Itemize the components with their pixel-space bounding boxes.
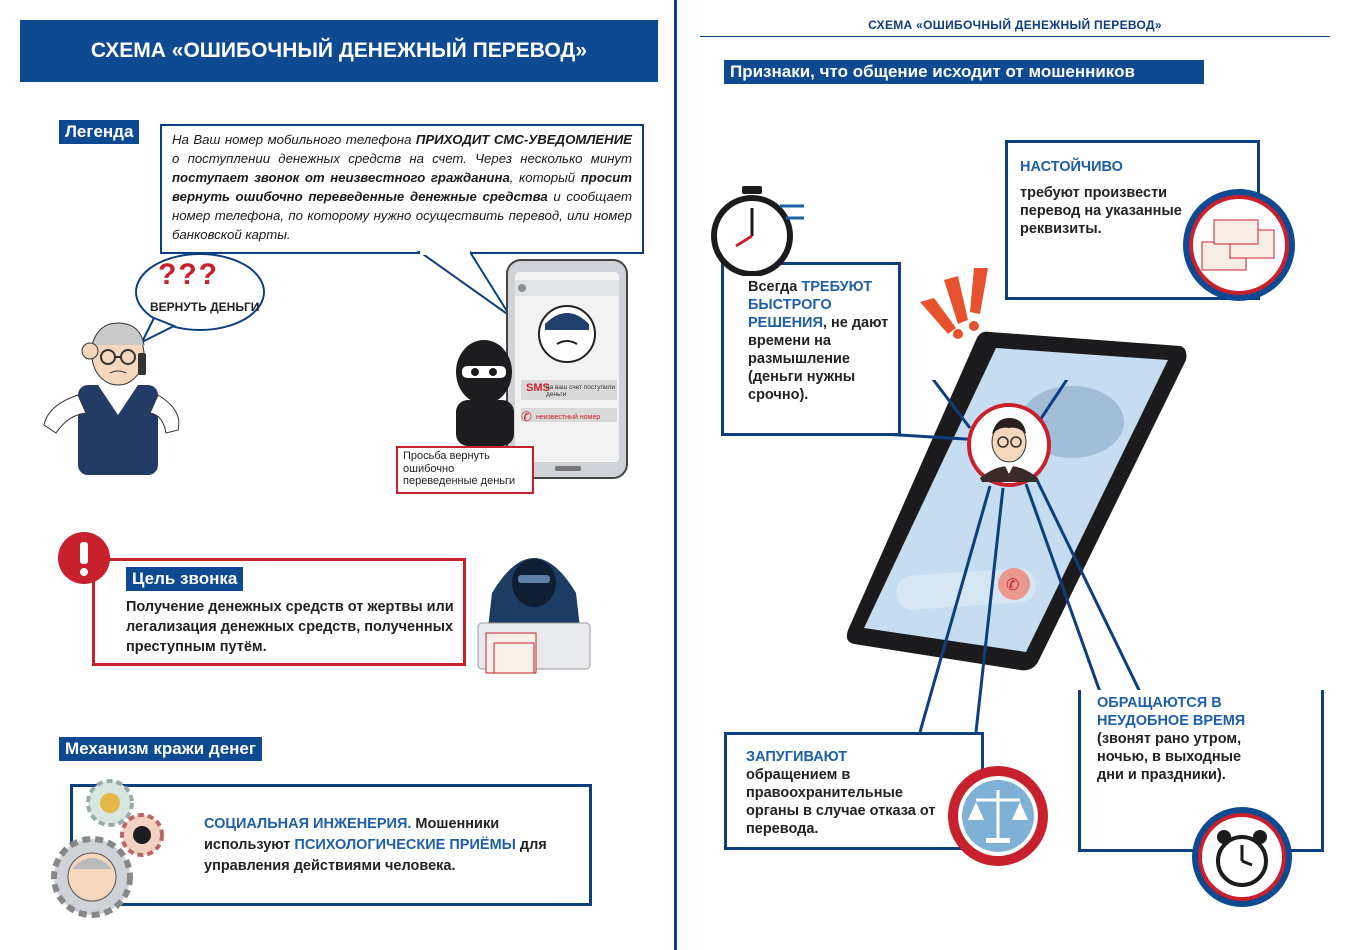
intimidation-text (746, 748, 946, 838)
alert-exclamation-icon (918, 262, 998, 342)
thief-illustration (452, 336, 514, 446)
hacker-illustration (464, 533, 604, 683)
caller-avatar (966, 402, 1052, 488)
urgency-text (748, 278, 898, 404)
urgency-highlight: ТРЕБУЮТ БЫСТРОГО РЕШЕНИЯ (748, 279, 873, 331)
legend-highlight: поступает звонок от неизвестного гражданина (172, 170, 510, 185)
mechanism-highlight: СОЦИАЛЬНАЯ ИНЖЕНЕРИЯ. (204, 816, 412, 832)
legend-text: о поступлении денежных средств на счет. Через несколько минут (172, 151, 632, 166)
header-rule (700, 36, 1330, 37)
legend-tag: Легенда (59, 120, 139, 144)
phone-call-icon: ✆ (521, 409, 532, 424)
unknown-number-label: неизвестный номер (536, 414, 601, 421)
gears-illustration (48, 773, 168, 923)
urgency-text-part: Всегда (748, 279, 802, 295)
bad-timing-highlight: ОБРАЩАЮТСЯ В НЕУДОБНОЕ ВРЕМЯ (1097, 695, 1246, 729)
scales-of-justice-icon (946, 764, 1050, 868)
stopwatch-icon (706, 186, 806, 276)
money-stack-icon (1180, 186, 1298, 304)
page-divider (674, 0, 677, 950)
right-page-header: СХЕМА «ОШИБОЧНЫЙ ДЕНЕЖНЫЙ ПЕРЕВОД» (868, 18, 1162, 32)
question-marks: ??? (158, 258, 219, 291)
mechanism-text-part: Мошенники используют (204, 816, 500, 853)
page-title-banner (20, 20, 658, 82)
mechanism-text (204, 814, 584, 877)
persistence-body: требуют произвести перевод на указанные реквизиты. (1020, 185, 1182, 237)
intimidation-body: обращением в правоохранительные органы в случае отказа от перевода. (746, 767, 936, 837)
legend-highlight: ПРИХОДИТ СМС-УВЕДОМЛЕНИЕ (415, 132, 632, 147)
svg-text:✆: ✆ (1006, 575, 1020, 594)
bad-timing-body: (звонят рано утром, ночью, в выходные дни и праздники). (1097, 731, 1242, 783)
bad-timing-text (1097, 694, 1247, 784)
legend-text: и сообщает номер телефона, по которому нужно осуществить перевод, или номер банковской карты. (172, 189, 632, 242)
goal-text: Получение денежных средств от жертвы или легализация денежных средств, полученных преступным путём. (126, 599, 454, 655)
page-title: СХЕМА «ОШИБОЧНЫЙ ДЕНЕЖНЫЙ ПЕРЕВОД» (90, 39, 588, 62)
mechanism-highlight: ПСИХОЛОГИЧЕСКИЕ ПРИЁМЫ (294, 837, 516, 853)
worried-man-illustration (38, 315, 188, 475)
intimidation-highlight: ЗАПУГИВАЮТ (746, 749, 848, 765)
sms-text: на ваш счет поступили деньги (546, 384, 616, 398)
mechanism-text-part: для управления действиями человека. (204, 837, 547, 874)
sms-label: SMS (526, 382, 550, 394)
persistence-highlight: НАСТОЙЧИВО (1020, 159, 1123, 175)
legend-text: На Ваш номер мобильного телефона (172, 132, 416, 147)
mechanism-tag: Механизм кражи денег (59, 737, 262, 761)
alarm-clock-icon (1190, 805, 1294, 909)
goal-tag: Цель звонка (126, 567, 243, 591)
bubble-text: ВЕРНУТЬ ДЕНЬГИ (150, 300, 260, 314)
legend-highlight: просит вернуть ошибочно переведенные денежные средства (172, 170, 632, 204)
request-label: Просьба вернуть ошибочно переведенные деньги (396, 446, 534, 494)
legend-text: , который (509, 170, 581, 185)
legend-text-box (160, 124, 644, 254)
urgency-text-part: , не дают времени на размышление (деньги нужны срочно). (748, 315, 889, 403)
legend-pointer (380, 250, 520, 320)
signs-tag: Признаки, что общение исходит от мошенников (724, 60, 1204, 84)
